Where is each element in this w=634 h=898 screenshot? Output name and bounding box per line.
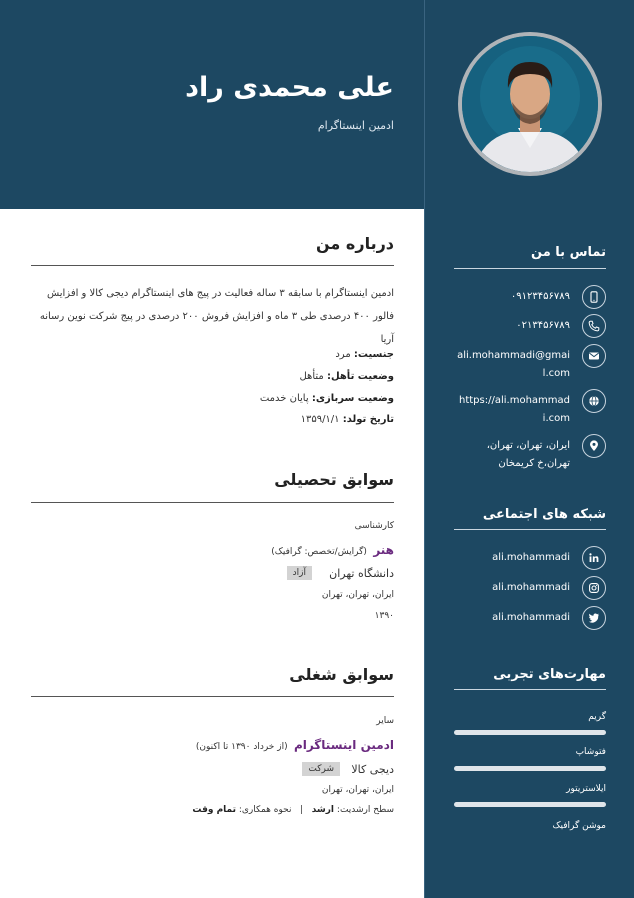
gender-row bbox=[335, 349, 394, 360]
education-rule bbox=[31, 502, 394, 503]
level-label: سطح ارشدیت: bbox=[336, 805, 394, 815]
experience-period: (از خرداد ۱۳۹۰ تا اکنون) bbox=[195, 742, 288, 752]
twitter-icon[interactable] bbox=[582, 606, 606, 630]
experience-category: سایر bbox=[376, 716, 394, 726]
contact-website[interactable]: https://ali.mohammad i.com bbox=[459, 395, 570, 424]
birth-row bbox=[301, 414, 394, 425]
instagram-icon[interactable] bbox=[582, 576, 606, 600]
social-instagram[interactable]: ali.mohammadi bbox=[492, 582, 570, 593]
education-location: ایران، تهران، تهران bbox=[321, 590, 394, 600]
coop-label: نحوه همکاری: bbox=[238, 805, 292, 815]
education-degree: کارشناسی bbox=[354, 521, 394, 531]
experience-rule bbox=[31, 696, 394, 697]
header-banner bbox=[0, 0, 424, 209]
marital-label: وضعیت تأهل: bbox=[326, 371, 394, 382]
linkedin-icon[interactable] bbox=[582, 546, 606, 570]
profile-photo bbox=[458, 32, 602, 176]
education-university: دانشگاه تهران bbox=[329, 567, 394, 580]
contact-email[interactable]: ali.mohammadi@gmai l.com bbox=[457, 350, 570, 379]
skill-label: ایلاستریتور bbox=[566, 784, 606, 794]
mobile-icon[interactable] bbox=[582, 285, 606, 309]
social-linkedin[interactable]: ali.mohammadi bbox=[492, 552, 570, 563]
sidebar-divider bbox=[424, 0, 425, 898]
birth-label: تاریخ تولد: bbox=[342, 414, 394, 425]
globe-icon[interactable] bbox=[582, 389, 606, 413]
skills-title: مهارت‌های تجربی bbox=[493, 667, 606, 682]
experience-position: ادمین اینستاگرام bbox=[293, 738, 394, 752]
terms-separator: | bbox=[300, 805, 304, 815]
contact-rule bbox=[454, 268, 606, 269]
job-title: ادمین اینستاگرام bbox=[317, 119, 394, 132]
location-icon[interactable] bbox=[582, 434, 606, 458]
education-field-row bbox=[271, 543, 394, 557]
skill-bar bbox=[454, 802, 606, 807]
military-row bbox=[260, 393, 394, 404]
skill-label: موشن گرافیک bbox=[552, 821, 606, 831]
contact-phone[interactable]: ۰۲۱۳۴۵۶۷۸۹ bbox=[516, 320, 570, 331]
marital-row bbox=[299, 371, 394, 382]
gender-label: جنسیت: bbox=[353, 349, 394, 360]
skill-label: فتوشاپ bbox=[575, 747, 606, 757]
company-type-badge: شرکت bbox=[302, 762, 340, 776]
social-twitter[interactable]: ali.mohammadi bbox=[492, 612, 570, 623]
university-type-badge: آزاد bbox=[287, 566, 312, 580]
about-text: ادمین اینستاگرام با سابقه ۳ ساله فعالیت در پیج های اینستاگرام دیجی کالا و افزایش فالور ۴۰۰ درصدی طی ۳ ماه و افزایش فروش ۲۰۰ درصدی در پیج شرکت نوین رسانه آریا bbox=[39, 288, 394, 345]
skill-bar bbox=[454, 766, 606, 771]
social-title: شبکه های اجتماعی bbox=[482, 507, 606, 522]
contact-title: تماس با من bbox=[531, 245, 606, 260]
gender-value: مرد bbox=[335, 349, 351, 360]
person-name: علی محمدی راد bbox=[185, 72, 394, 103]
education-year: ۱۳۹۰ bbox=[374, 611, 394, 621]
social-rule bbox=[454, 529, 606, 530]
about-rule bbox=[31, 265, 394, 266]
level-value: ارشد bbox=[311, 805, 335, 815]
contact-mobile[interactable]: ۰۹۱۲۳۴۵۶۷۸۹ bbox=[510, 291, 570, 302]
email-icon[interactable] bbox=[582, 344, 606, 368]
birth-value: ۱۳۵۹/۱/۱ bbox=[300, 414, 340, 425]
skill-label: گریم bbox=[588, 712, 606, 722]
skills-rule bbox=[454, 689, 606, 690]
military-label: وضعیت سربازی: bbox=[311, 393, 394, 404]
coop-value: تمام وقت bbox=[192, 805, 236, 815]
education-specialization: (گرایش/تخصص: گرافیک) bbox=[271, 547, 367, 557]
skill-bar bbox=[454, 730, 606, 735]
contact-address: ایران، تهران، تهران، تهران،خ کریمخان bbox=[486, 440, 570, 469]
experience-terms-row bbox=[192, 805, 394, 815]
experience-position-row bbox=[196, 738, 394, 752]
phone-icon[interactable] bbox=[582, 314, 606, 338]
experience-title: سوابق شغلی bbox=[289, 665, 394, 684]
experience-location: ایران، تهران، تهران bbox=[321, 785, 394, 795]
marital-value: متأهل bbox=[299, 371, 324, 382]
experience-company: دیجی کالا bbox=[351, 763, 394, 776]
education-field: هنر bbox=[373, 543, 394, 557]
education-title: سوابق تحصیلی bbox=[274, 470, 394, 489]
about-title: درباره من bbox=[316, 234, 394, 253]
military-value: پایان خدمت bbox=[259, 393, 309, 404]
